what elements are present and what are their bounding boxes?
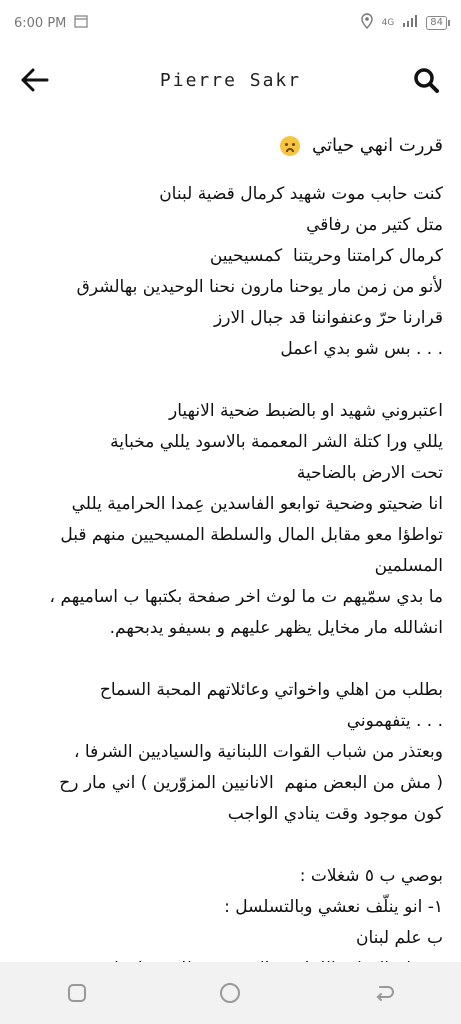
search-button[interactable] <box>409 63 443 97</box>
home-icon <box>218 981 242 1005</box>
post-line: انا ضحيتو وضحية توابعو الفاسدين عِمدا الحرامية يللي <box>71 494 443 514</box>
post-line: انشالله مار مخايل يظهر عليهم و بسيفو يدبحهم. <box>109 618 443 638</box>
post-line: ب علم لبنان <box>355 928 443 948</box>
post-line: اعتبروني شهيد او بالضبط ضحية الانهيار <box>169 401 443 421</box>
status-bar <box>0 0 461 46</box>
post-line: كون موجود وقت ينادي الواجب <box>227 804 443 824</box>
post-line: متل كتير من رفاقي <box>306 215 443 235</box>
status-left <box>14 14 88 32</box>
post-line: كرمال كرامتنا وحريتنا كمسيحيين <box>209 246 443 266</box>
status-time: 6:00 PM <box>14 15 67 31</box>
network-label: 4G <box>381 18 395 28</box>
post-line: تحت الارض بالضاحية <box>296 463 443 483</box>
back-button[interactable] <box>18 63 52 97</box>
post-heading-text: قررت انهي حياتي <box>312 135 443 156</box>
recent-apps-icon <box>66 982 88 1004</box>
post-line: . . . يتفهموني <box>346 711 443 731</box>
back-arrow-icon <box>20 68 50 92</box>
paragraph-gap <box>18 644 443 675</box>
back-nav-button[interactable] <box>364 973 404 1013</box>
post-line: . . . بس شو بدي اعمل <box>280 339 443 359</box>
post-content <box>18 130 443 962</box>
post-line: بطلب من اهلي واخواتي وعائلاتهم المحبة السماح <box>99 680 443 700</box>
post-line: بوصي ب ٥ شغلات : <box>299 866 443 886</box>
home-button[interactable] <box>210 973 250 1013</box>
post-body <box>18 179 443 985</box>
post-line: يللي ورا كتلة الشر المعممة بالاسود يللي مخباية <box>110 432 443 452</box>
status-right <box>360 13 447 33</box>
post-line: لأنو من زمن مار يوحنا مارون نحنا الوحيدين بهالشرق <box>76 277 443 297</box>
post-line: ( مش من البعض منهم الانانيين المزوّرين ) اني مار رح <box>59 773 443 793</box>
post-line: ما بدي سمّيهم ت ما لوث اخر صفحة بكتبها ب اساميهم ، <box>49 587 443 607</box>
post-heading <box>18 130 443 161</box>
calendar-icon <box>74 14 88 32</box>
location-icon <box>360 13 374 33</box>
page-title: Pierre Sakr <box>159 69 302 91</box>
back-nav-icon <box>372 982 396 1004</box>
paragraph-gap <box>18 365 443 396</box>
recent-apps-button[interactable] <box>57 973 97 1013</box>
search-icon <box>412 66 440 94</box>
battery-indicator: 84 <box>426 16 447 30</box>
system-nav-bar <box>0 962 461 1024</box>
post-line: وبعتذر من شباب القوات اللبنانية والسياديين الشرفا ، <box>74 742 443 762</box>
paragraph-gap <box>18 830 443 861</box>
post-line: كنت حابب موت شهيد كرمال قضية لبنان <box>159 184 443 204</box>
post-line: ١- انو ينلّف نعشي وبالتسلسل : <box>224 897 443 917</box>
app-bar <box>0 52 461 108</box>
post-line: تواطؤا معو مقابل المال والسلطة المسيحيين منهم قبل <box>60 525 443 545</box>
post-line: قرارنا حرّ وعنفواننا قد جبال الارز <box>214 308 443 328</box>
post-line: المسلمين <box>374 556 443 576</box>
crying-face-icon <box>280 136 300 156</box>
signal-icon <box>402 15 418 31</box>
